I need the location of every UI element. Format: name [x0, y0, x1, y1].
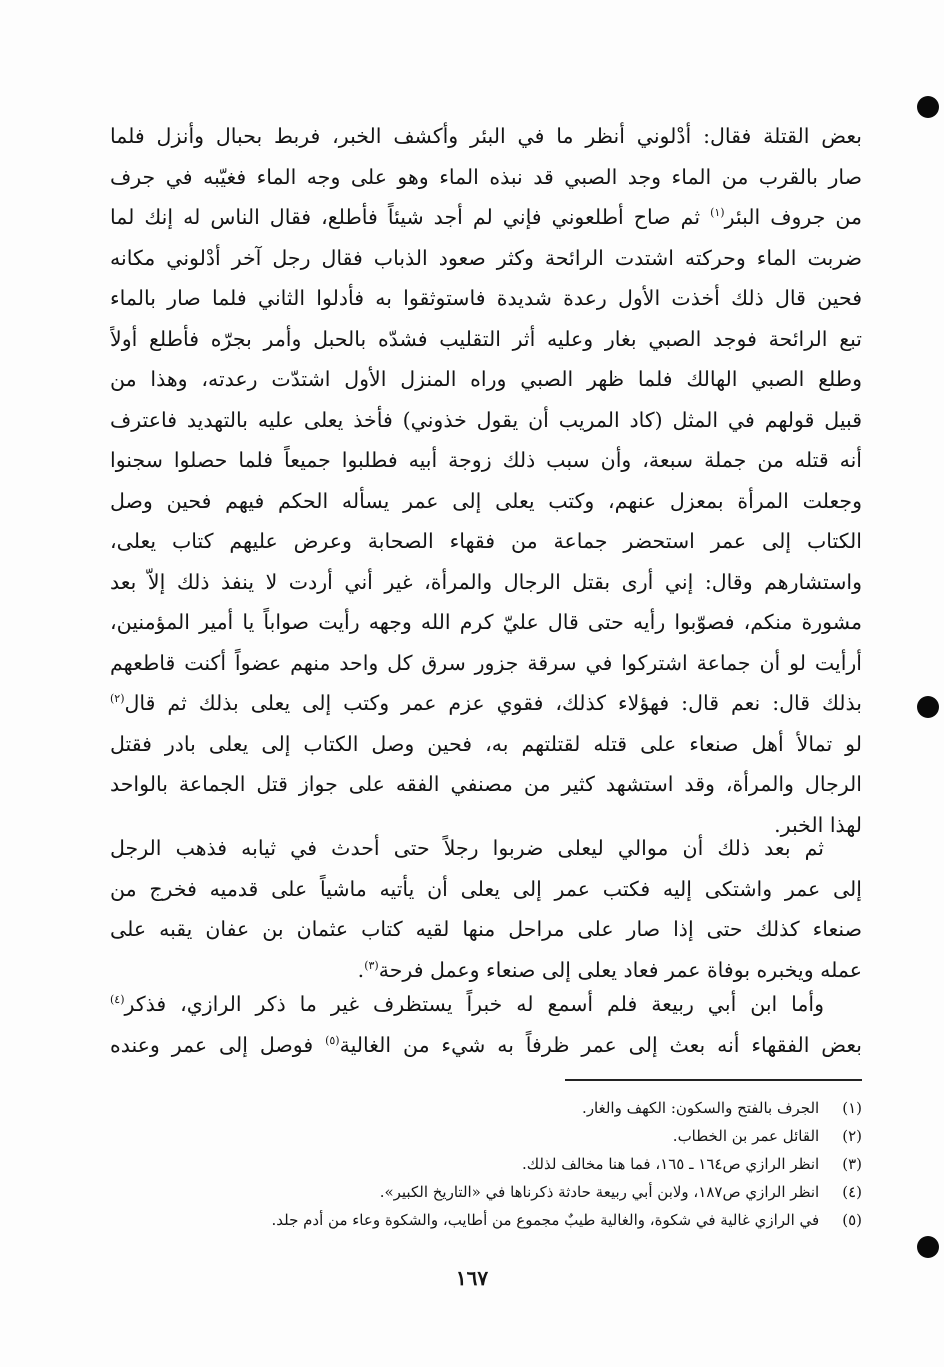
text-line	[110, 683, 862, 724]
text-line: صنعاء كذلك حتى إذا صار على مراحل منها لقيه كتاب عثمان بن عفان يقبه على	[110, 917, 862, 941]
text-span: ثم صاح أطلعوني فإني لم أجد شيئاً فأطلع، فقال الناس له إنك لما	[110, 205, 711, 229]
footnote-ref-2[interactable]: (٢)	[110, 692, 125, 706]
footnote-ref-1[interactable]: (١)	[710, 206, 725, 220]
text-line: أنه قتله من جملة سبعة، وأن سبب ذلك زوجة أبيه فطلبوا جميعاً فلما حصلوا سجنوا	[110, 448, 862, 472]
text-span: عمله ويخبره بوفاة عمر فعاد يعلى إلى صنعاء وعمل فرحة	[378, 957, 862, 982]
paragraph-2	[110, 828, 862, 990]
text-line: الرجال والمرأة، وقد استشهد كثير من مصنفي الفقه على جواز قتل الجماعة بالواحد	[110, 772, 862, 796]
text-line	[110, 197, 862, 238]
footnote-number: (١)	[842, 1099, 862, 1117]
text-line: ضربت الماء وحركته اشتدت الرائحة وكثر صعود الذباب فقال رجل آخر أدْلوني مكانه	[110, 245, 862, 270]
footnote-ref-5[interactable]: (٥)	[325, 1033, 340, 1047]
footnote-2	[150, 1122, 862, 1150]
text-line: لهذا الخبر.	[774, 812, 862, 837]
footnote-number: (٢)	[842, 1127, 862, 1145]
page-number: ١٦٧	[455, 1266, 489, 1290]
paragraph-1	[110, 116, 862, 845]
text-line: ثم بعد ذلك أن موالي ليعلى ضربوا رجلاً حتى أحدث في ثيابه فذهب الرجل	[110, 836, 824, 860]
footnote-text: انظر الرازي ص١٦٤ ـ ١٦٥، فما هنا مخالف لذلك.	[522, 1155, 820, 1173]
text-line: وجعلت المرأة بمعزل عنهم، وكتب يعلى إلى عمر يسأله الحكم فيهم فحين وصل	[110, 488, 862, 513]
footnote-number: (٥)	[842, 1211, 862, 1229]
text-span: فوصل إلى عمر وعنده	[110, 1032, 326, 1057]
text-line: تبع الرائحة فوجد الصبي بغار وعليه أثر التقليب فشدّه بالحبل وأمر بجرّه فأطلع أولاً	[110, 326, 862, 351]
footnote-ref-4[interactable]: (٤)	[110, 993, 125, 1007]
text-line: الكتاب إلى عمر استحضر جماعة من فقهاء الصحابة وعرض عليهم كتاب يعلى،	[110, 529, 862, 553]
binder-hole-bottom	[917, 1236, 939, 1258]
text-line: إلى عمر واشتكى إليه فكتب عمر إلى يعلى أن يأتيه ماشياً على قدميه فخرج من	[110, 876, 862, 901]
text-span: وأما ابن أبي ربيعة فلم أسمع له خبراً يستظرف غير ما ذكر الرازي، فذكر	[124, 992, 824, 1016]
footnote-ref-3[interactable]: (٣)	[364, 958, 379, 972]
footnote-separator	[565, 1079, 862, 1081]
footnote-3	[150, 1150, 862, 1178]
footnote-text: الجرف بالفتح والسكون: الكهف والغار.	[582, 1099, 820, 1117]
footnote-number: (٤)	[842, 1183, 862, 1201]
text-line: قبيل قولهم في المثل (كاد المريب أن يقول خذوني) فأخذ يعلى عليه بالتهديد فاعترف	[110, 407, 862, 432]
text-span: بذلك قال: نعم قال: فهؤلاء كذلك، فقوي عزم عمر وكتب إلى يعلى بذلك ثم قال	[124, 691, 862, 715]
footnote-1	[150, 1094, 862, 1122]
footnote-number: (٣)	[842, 1155, 862, 1173]
text-line: مشورة منكم، فصوّبوا رأيه حتى قال عليّ كرم الله وجهه رأيت صواباً يا أمير المؤمنين،	[110, 610, 862, 634]
text-line: فحين قال ذلك أخذت الأول رعدة شديدة فاستوثقوا به فأدلوا الثاني فلما صار بالماء	[110, 286, 862, 310]
text-line: لو تمالأ أهل صنعاء على قتله لقتلتهم به، فحين وصل الكتاب إلى يعلى بادر فقتل	[110, 731, 862, 756]
text-line: بعض القتلة فقال: أدْلوني أنظر ما في البئر وأكشف الخبر، فربط بحبال وأنزل فلما	[110, 124, 862, 148]
text-line	[110, 984, 862, 1025]
footnote-text: في الرازي غالية في شكوة، والغالية طيبٌ مجموع من أطايب، والشكوة وعاء من أدم جلد.	[271, 1211, 820, 1229]
paragraph-3	[110, 984, 862, 1065]
text-line	[110, 1025, 862, 1066]
text-span: .	[357, 957, 365, 982]
text-line: وطلع الصبي الهالك فلما ظهر الصبي وراه المنزل الأول اشتدّت رعدته، وهذا من	[110, 367, 862, 391]
text-line: صار بالقرب من الماء وجد الصبي قد نبذه الماء وهو على وجه الماء فغيّبه في جرف	[110, 164, 862, 189]
text-line: أرأيت لو أن جماعة اشتركوا في سرقة جزور سرق كل واحد منهم عضواً أكنت قاطعهم	[110, 650, 862, 675]
footnote-5	[150, 1206, 862, 1234]
text-span: بعض الفقهاء أنه بعث إلى عمر ظرفاً به شيء من الغالية	[339, 1032, 862, 1057]
footnotes	[150, 1094, 862, 1234]
footnote-text: انظر الرازي ص١٨٧، ولابن أبي ربيعة حادثة ذكرناها في «التاريخ الكبير».	[379, 1183, 820, 1201]
text-line: واستشارهم وقال: إني أرى بقتل الرجال والمرأة، غير أني أردت لا ينفذ ذلك إلاّ بعد	[110, 569, 862, 594]
binder-hole-middle	[917, 696, 939, 718]
footnote-text: القائل عمر بن الخطاب.	[672, 1127, 820, 1145]
text-span: من جروف البئر	[724, 205, 862, 229]
footnote-4	[150, 1178, 862, 1206]
binder-hole-top	[917, 96, 939, 118]
